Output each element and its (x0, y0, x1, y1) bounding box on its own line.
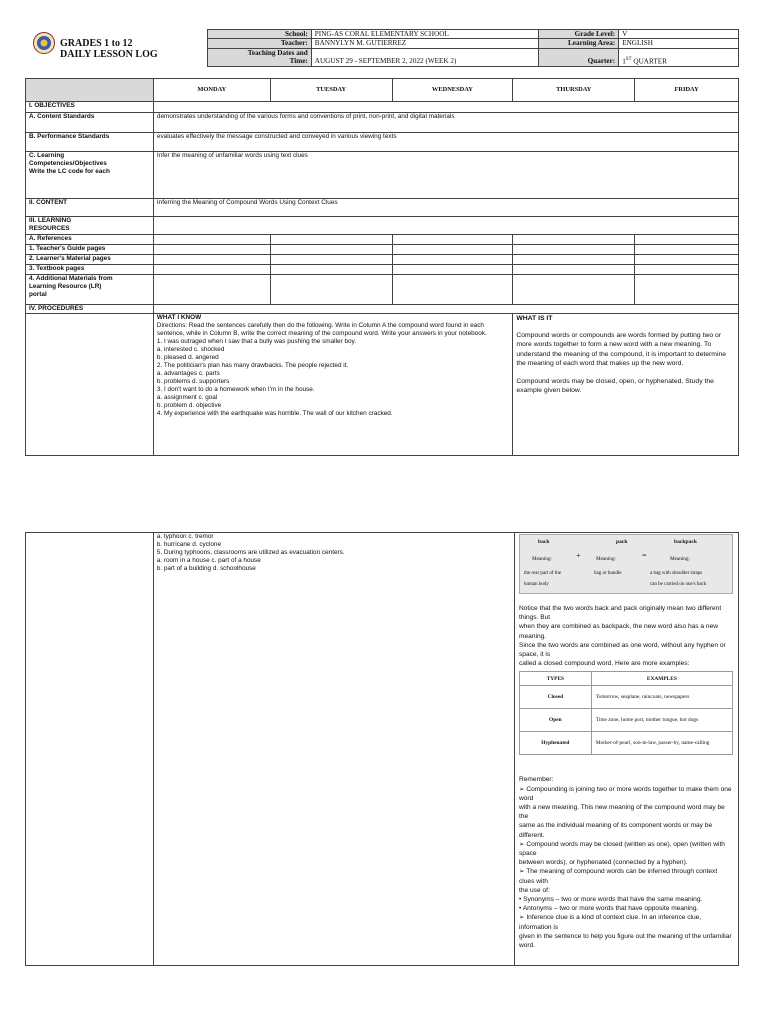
type-open: Open (519, 709, 591, 732)
example-def-1: the rear part of the human body (523, 571, 561, 587)
example-meaning-2: Meaning: (595, 556, 616, 562)
example-meaning-1: Meaning: (531, 556, 552, 562)
content-label: II. CONTENT (26, 199, 154, 217)
what-is-it-title: WHAT IS IT (516, 315, 553, 322)
textbook-label: 3. Textbook pages (26, 265, 154, 275)
backpack-example-image (519, 534, 733, 594)
objectives-label: I. OBJECTIVES (26, 102, 154, 113)
day-monday: MONDAY (153, 79, 270, 102)
day-wednesday: WEDNESDAY (392, 79, 513, 102)
type-hyphenated: Hyphenated (519, 732, 591, 755)
notice-text: Notice that the two words back and pack originally mean two different things. But when they are combined as backpack, the new word also has a new meaning. Since the two words are combined as one word, without any hyphen or space, it is called a closed compound word. Here are more examples: (518, 605, 726, 668)
dates-value: AUGUST 29 - SEPTEMBER 2, 2022 (WEEK 2) (311, 48, 539, 66)
performance-standards-label: B. Performance Standards (26, 133, 154, 152)
teacher-label: Teacher: (208, 39, 312, 48)
examples-hyphenated: Mother-of-pearl, son-in-law, passer-by, name-calling (591, 732, 732, 755)
objectives-cell (153, 102, 738, 113)
grade-label: Grade Level: (539, 30, 619, 39)
equals-sign: = (641, 551, 647, 560)
procedures-cell (153, 305, 738, 314)
examples-open: Time zone, home port, mother tongue, hot dogs (591, 709, 732, 732)
examples-header: EXAMPLES (591, 672, 732, 686)
school-value: PING-AS CORAL ELEMENTARY SCHOOL (311, 30, 539, 39)
area-label: Learning Area: (539, 39, 619, 48)
quarter-value: 1ST QUARTER (619, 48, 739, 66)
example-def-2: bag or bundle (593, 571, 622, 576)
what-i-know-text: Directions: Read the sentences carefully then do the following. Write in Column A the compound word found in each sentence, while in Column B, write the correct meaning of the compound word. Write your answers in your notebook. 1. I was outraged when I saw that a bully was pushing the smaller boy. a. interested c. shocked b. pleased d. angered 2. The politician's plan has many drawbacks. The people rejected it. a. advantages c. parts b. problems d. supporters 3. I don't want to do a homework when I'm in the house. a. assignment c. goal b. problem d. objective 4. My experience with the earthquake was horrible. The wall of our kitchen cracked. (156, 322, 487, 417)
area-value: ENGLISH (619, 39, 739, 48)
remember-text: Remember: ➢ Compounding is joining two or more words together to make them one word with a new meaning. This new meaning of the compound word may be the same as the individual meaning of its component words or may be different. ➢ Compound words may be closed (written as one), open (written with space between words), or hyphenated (connected by a hyphen). ➢ The meaning of compound words can be inferred through context clues with the use of: • Synonyms – two or more words that have the same meaning. • Antonyms – two or more words that have opposite meaning. ➢ Inference clue is a kind of context clue. In an inference clue, information is given in the sentence to help you figure out the meaning of the unfamiliar word. (518, 776, 732, 950)
grade-value: V (619, 30, 739, 39)
dates-label (208, 48, 312, 66)
competencies-value: Infer the meaning of unfamiliar words using text clues (153, 152, 738, 199)
choices-cell (153, 533, 514, 966)
teacher-value: BANNYLYN M. GUTIERREZ (311, 39, 539, 48)
lesson-table (25, 78, 739, 456)
type-closed: Closed (519, 686, 591, 709)
additional-materials-label: 4. Additional Materials from Learning Resource (LR) portal (26, 275, 154, 305)
plus-sign: + (575, 551, 581, 560)
content-standards-value: demonstrates understanding of the various forms and conventions of print, non-print, and digital materials (153, 113, 738, 133)
school-label: School: (208, 30, 312, 39)
header-info-table (207, 29, 739, 67)
day-friday: FRIDAY (635, 79, 739, 102)
what-i-know-heading: WHAT I KNOW (156, 314, 202, 321)
competencies-label: C. Learning Competencies/Objectives Write the LC code for each (26, 152, 154, 199)
examples-closed: Tomorrow, seaplane, raincoats, newspapers (591, 686, 732, 709)
tg-label: 1. Teacher's Guide pages (26, 245, 154, 255)
references-label: A. References (26, 235, 154, 245)
resources-cell (153, 217, 738, 235)
deped-logo (33, 32, 55, 54)
day-tuesday: TUESDAY (270, 79, 392, 102)
corner-cell (26, 79, 154, 102)
lm-label: 2. Learner's Material pages (26, 255, 154, 265)
example-meaning-3: Meaning: (669, 556, 690, 562)
what-is-it-text: Compound words or compounds are words formed by putting two or more words together to form a new word with a new meaning. To understand the meaning of the compound, it is important to determine the meaning of each word that makes up the new word. Compound words may be closed, open, or hyphenated. Study the example given below. (516, 332, 727, 395)
compound-types-table (519, 671, 733, 755)
example-def-3: a bag with shoulder straps can be carried on one's back (649, 571, 707, 587)
day-thursday: THURSDAY (513, 79, 635, 102)
lesson-discussion-cell (514, 533, 738, 966)
resources-label: III. LEARNING RESOURCES (26, 217, 154, 235)
what-is-it-cell (513, 314, 739, 456)
example-word-1: back (537, 539, 550, 545)
what-i-know-cell (153, 314, 512, 456)
content-standards-label: A. Content Standards (26, 113, 154, 133)
procedures-label: IV. PROCEDURES (26, 305, 154, 314)
procedure-step-cell-2 (26, 533, 154, 966)
content-value: Inferring the Meaning of Compound Words Using Context Clues (153, 199, 738, 217)
example-word-3: backpack (673, 539, 697, 545)
procedure-step-cell (26, 314, 154, 456)
dates-label-line2: Time: (289, 57, 308, 66)
lesson-log-title: GRADES 1 to 12 DAILY LESSON LOG (60, 38, 158, 60)
dates-label-line1: Teaching Dates and (247, 48, 308, 57)
quarter-label: Quarter: (539, 48, 619, 66)
choices-text: a. typhoon c. tremor b. hurricane d. cyclone 5. During typhoons, classrooms are utilized as evacuation centers. a. room in a house c. part of a house b. part of a building d. schoolhouse (156, 533, 345, 572)
example-word-2: pack (615, 539, 628, 545)
lesson-table-continued (25, 532, 739, 966)
types-header: TYPES (519, 672, 591, 686)
performance-standards-value: evaluates effectively the message constructed and conveyed in various viewing texts (153, 133, 738, 152)
